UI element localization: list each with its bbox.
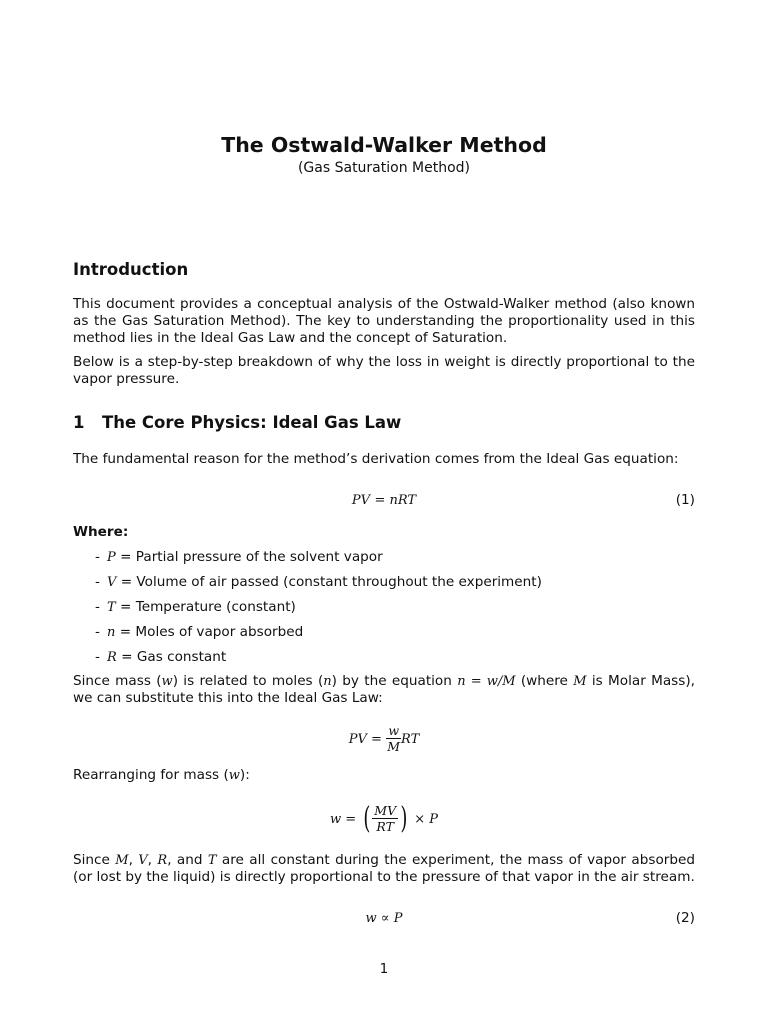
variable-description: = Moles of vapor absorbed: [119, 624, 304, 640]
math-variable: R: [157, 853, 168, 868]
text-run: ,: [147, 852, 158, 868]
equation-rest: RT: [401, 732, 420, 747]
equation-mass: [73, 801, 695, 836]
variable-symbol: n: [107, 625, 116, 640]
since-constant-paragraph: [73, 852, 695, 886]
math-variable: M: [573, 674, 587, 689]
equation-1-number: (1): [675, 492, 695, 508]
right-paren: ): [400, 801, 408, 836]
math-variable: w: [161, 674, 173, 689]
text-run: Since mass (: [73, 673, 162, 689]
equation-2-number: (2): [675, 910, 695, 926]
text-run: ) is related to moles (: [172, 673, 324, 689]
text-run: are all constant during the experiment, the mass of vapor absorbed (or lost by the liquid) is directly proportional to the pressure of that vapor in the air stream.: [73, 852, 695, 885]
text-run: ,: [128, 852, 139, 868]
section-title: The Core Physics: Ideal Gas Law: [102, 413, 402, 432]
variable-description: = Volume of air passed (constant throughout the experiment): [120, 574, 542, 590]
since-mass-paragraph: [73, 673, 695, 707]
variable-description: = Partial pressure of the solvent vapor: [120, 549, 383, 565]
math-variable: T: [207, 853, 217, 868]
section-1-heading: [73, 413, 401, 432]
introduction-paragraph-1: This document provides a conceptual analysis of the Ostwald-Walker method (also known as the Gas Saturation Method). The key to understanding the proportionality used in this method lies in the Ideal Gas Law and the concept of Saturation.: [73, 296, 695, 346]
denominator: M: [387, 739, 401, 754]
denominator: RT: [376, 819, 394, 834]
title-block: [0, 131, 768, 177]
introduction-paragraph-2: Below is a step-by-step breakdown of why the loss in weight is directly proportional to the vapor pressure.: [73, 354, 695, 387]
equation-1: PV = nRT (1): [351, 492, 695, 508]
document-title: The Ostwald-Walker Method: [221, 133, 547, 157]
math-variable: n: [323, 674, 332, 689]
list-item: - T = Temperature (constant): [95, 599, 296, 615]
variable-list: [95, 548, 542, 673]
text-run: is Molar Mass), we can substitute this into the Ideal Gas Law:: [73, 673, 695, 706]
text-run: (where: [515, 673, 574, 689]
page-number: 1: [379, 961, 389, 977]
variable-symbol: V: [107, 575, 117, 590]
equation-2-expression: w ∝ P: [365, 911, 403, 926]
introduction-heading: Introduction: [73, 260, 189, 279]
left-paren: (: [362, 801, 370, 836]
text-run: ):: [239, 767, 250, 783]
list-item: - V = Volume of air passed (constant throughout the experiment): [95, 574, 542, 590]
text-run: , and: [167, 852, 208, 868]
section-1-intro: The fundamental reason for the method’s derivation comes from the Ideal Gas equation:: [73, 451, 679, 467]
equation-2: [73, 910, 695, 926]
where-label: Where:: [73, 524, 129, 540]
equation-rest: × P: [414, 812, 439, 827]
variable-symbol: P: [107, 550, 116, 565]
inline-equation: n = w/M: [457, 674, 516, 689]
math-variable: w: [228, 768, 240, 783]
variable-symbol: R: [107, 650, 117, 665]
numerator: MV: [374, 803, 397, 818]
math-variable: M: [115, 853, 129, 868]
variable-description: = Temperature (constant): [120, 599, 296, 615]
text-run: Since: [73, 852, 116, 868]
list-item: - P = Partial pressure of the solvent vapor: [95, 549, 383, 565]
document-subtitle: (Gas Saturation Method): [297, 160, 471, 176]
equation-substitution: [73, 724, 695, 754]
equation-1-rhs: nRT: [389, 493, 417, 508]
section-number: 1: [73, 413, 85, 432]
rearranging-paragraph: [73, 767, 695, 784]
equation-1-lhs: PV: [351, 493, 371, 508]
text-run: Rearranging for mass (: [73, 767, 229, 783]
list-item: - R = Gas constant: [95, 649, 227, 665]
text-run: ) by the equation: [331, 673, 458, 689]
equation-lhs: PV =: [348, 732, 382, 747]
list-item: - n = Moles of vapor absorbed: [95, 624, 304, 640]
numerator: w: [388, 723, 400, 738]
math-variable: V: [138, 853, 148, 868]
variable-symbol: T: [107, 600, 116, 615]
variable-description: = Gas constant: [121, 649, 227, 665]
fraction: [386, 724, 401, 754]
equation-lhs: w =: [329, 812, 357, 827]
fraction: [372, 804, 398, 834]
